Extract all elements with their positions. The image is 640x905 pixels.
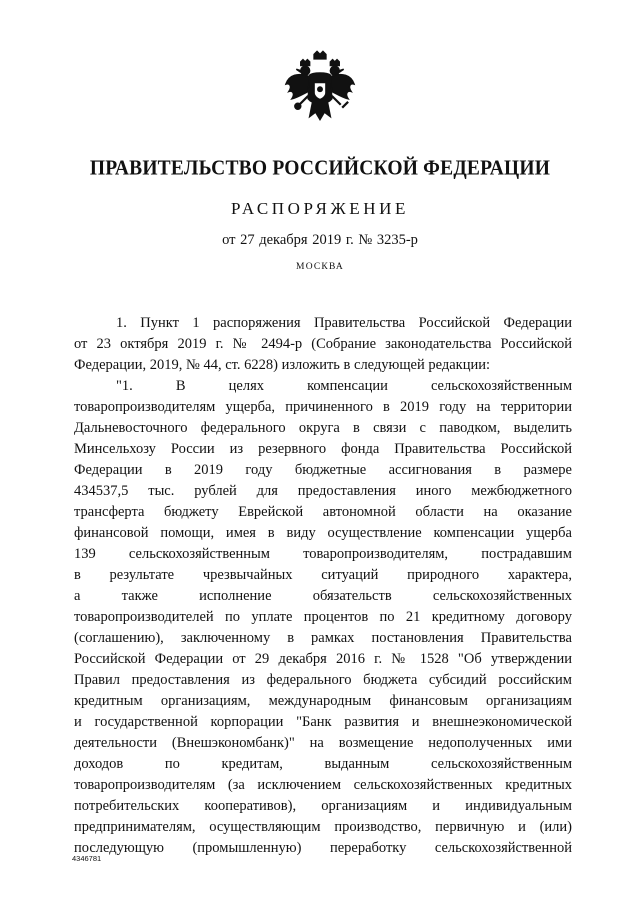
body-line: предпринимателям, осуществляющим производство, первичную и (или) — [74, 819, 572, 835]
body-line: а также исполнение обязательств сельскохозяйственных — [74, 588, 572, 604]
body-line: товаропроизводителей по уплате процентов по 21 кредитному договору — [74, 609, 572, 625]
body-line: товаропроизводителям (за исключением сельскохозяйственных кредитных — [74, 777, 572, 793]
body-line: трансферта бюджету Еврейской автономной области на оказание — [74, 504, 572, 520]
body-line: Федерации в 2019 году бюджетные ассигнования в размере — [74, 462, 572, 478]
body-line: 1. Пункт 1 распоряжения Правительства Российской Федерации — [116, 315, 572, 331]
body-line: Минсельхозу России из резервного фонда Правительства Российской — [74, 441, 572, 457]
body-line: доходов по кредитам, выданным сельскохозяйственным — [74, 756, 572, 772]
body-line: в результате чрезвычайных ситуаций природного характера, — [74, 567, 572, 583]
body-line: финансовой помощи, имея в виду осуществление компенсации ущерба — [74, 525, 572, 541]
body-line: и государственной корпорации "Банк развития и внешнеэкономической — [74, 714, 572, 730]
document-body — [74, 313, 572, 859]
body-line: Российской Федерации от 29 декабря 2016 г. № 1528 "Об утверждении — [74, 651, 572, 667]
coat-of-arms-icon — [283, 50, 357, 124]
body-line: потребительских кооперативов), организациям и индивидуальным — [74, 798, 572, 814]
document-code: 4346781 — [72, 854, 102, 863]
body-line: последующую (промышленную) переработку сельскохозяйственной — [74, 840, 572, 856]
body-line: товаропроизводителям ущерба, причиненного в 2019 году на территории — [74, 399, 572, 415]
body-line: от 23 октября 2019 г. № 2494-р (Собрание законодательства Российской — [74, 336, 572, 352]
document-type: РАСПОРЯЖЕНИЕ — [230, 199, 410, 218]
body-line: 434537,5 тыс. рублей для предоставления иного межбюджетного — [74, 483, 572, 499]
body-line: деятельности (Внешэкономбанк)" на возмещение недополученных ими — [74, 735, 572, 751]
body-line: (соглашению), заключенному в рамках постановления Правительства — [74, 630, 572, 646]
body-line: Дальневосточного федерального округа в связи с паводком, выделить — [74, 420, 572, 436]
body-line: 139 сельскохозяйственным товаропроизводителям, пострадавшим — [74, 546, 572, 562]
body-line: Федерации, 2019, № 44, ст. 6228) изложить в следующей редакции: — [74, 357, 491, 373]
date-and-number: от 27 декабря 2019 г. № 3235-р — [222, 232, 418, 248]
city-name: МОСКВА — [296, 262, 344, 272]
organization-title: ПРАВИТЕЛЬСТВО РОССИЙСКОЙ ФЕДЕРАЦИИ — [89, 157, 551, 180]
body-line: "1. В целях компенсации сельскохозяйственным — [116, 378, 572, 394]
body-line: Правил предоставления из федерального бюджета субсидий российским — [74, 672, 572, 688]
body-line: кредитным организациям, международным финансовым организациям — [74, 693, 572, 709]
